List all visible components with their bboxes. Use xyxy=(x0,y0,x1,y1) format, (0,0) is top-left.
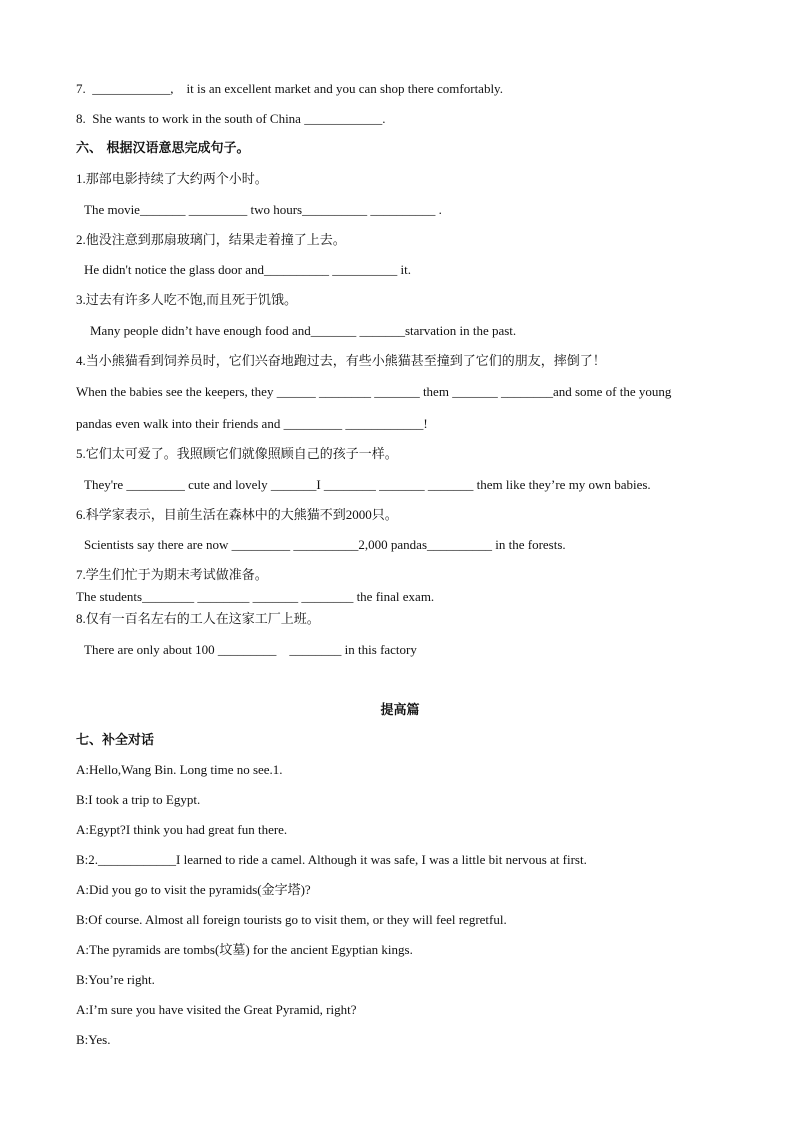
section-7-heading: 七、补全对话 xyxy=(76,733,155,748)
item-4-english-line-1: When the babies see the keepers, they ______ ________ _______ them _______ ________and some of the young xyxy=(76,384,672,399)
item-4-english-line-2: pandas even walk into their friends and _________ ____________! xyxy=(76,416,428,431)
advanced-section-title: 提高篇 xyxy=(380,703,420,718)
item-8-chinese: 8.仅有一百名左右的工人在这家工厂上班。 xyxy=(76,611,320,626)
section-6-heading: 六、 根据汉语意思完成句子。 xyxy=(76,141,250,156)
dialogue-line-3: A:Egypt?I think you had great fun there. xyxy=(76,822,288,837)
item-1-english: The movie_______ _________ two hours__________ __________ . xyxy=(84,202,442,217)
dialogue-line-7: A:The pyramids are tombs(坟墓) for the ancient Egyptian kings. xyxy=(76,942,413,957)
item-8-english: There are only about 100 _________ ________ in this factory xyxy=(84,642,417,657)
dialogue-line-4: B:2.____________I learned to ride a camel. Although it was safe, I was a little bit nervous at first. xyxy=(76,852,587,867)
item-3-english: Many people didn’t have enough food and_______ _______starvation in the past. xyxy=(90,323,517,338)
item-3-chinese: 3.过去有许多人吃不饱,而且死于饥饿。 xyxy=(76,292,298,307)
dialogue-line-2: B:I took a trip to Egypt. xyxy=(76,792,201,807)
item-5-chinese: 5.它们太可爱了。我照顾它们就像照顾自己的孩子一样。 xyxy=(76,446,398,461)
question-7-line: 7. ____________, it is an excellent market and you can shop there comfortably. xyxy=(76,81,503,96)
item-1-chinese: 1.那部电影持续了大约两个小时。 xyxy=(76,171,268,186)
dialogue-line-9: A:I’m sure you have visited the Great Pyramid, right? xyxy=(76,1002,357,1017)
item-5-english: They're _________ cute and lovely _______I ________ _______ _______ them like they’re my own babies. xyxy=(84,477,651,492)
dialogue-line-1: A:Hello,Wang Bin. Long time no see.1. xyxy=(76,762,283,777)
dialogue-line-6: B:Of course. Almost all foreign tourists go to visit them, or they will feel regretful. xyxy=(76,912,507,927)
item-7-english: The students________ ________ _______ ________ the final exam. xyxy=(76,589,435,604)
item-2-chinese: 2.他没注意到那扇玻璃门，结果走着撞了上去。 xyxy=(76,232,346,247)
item-6-chinese: 6.科学家表示，目前生活在森林中的大熊猫不到2000只。 xyxy=(76,507,398,522)
item-4-chinese: 4.当小熊猫看到饲养员时，它们兴奋地跑过去，有些小熊猫甚至撞到了它们的朋友，摔倒了！ xyxy=(76,353,606,368)
question-8-line: 8. She wants to work in the south of China ____________. xyxy=(76,111,386,126)
item-7-chinese: 7.学生们忙于为期末考试做准备。 xyxy=(76,567,268,582)
item-2-english: He didn't notice the glass door and__________ __________ it. xyxy=(84,262,411,277)
item-6-english: Scientists say there are now _________ __________2,000 pandas__________ in the forests. xyxy=(84,537,566,552)
dialogue-line-10: B:Yes. xyxy=(76,1032,111,1047)
dialogue-line-8: B:You’re right. xyxy=(76,972,155,987)
dialogue-line-5: A:Did you go to visit the pyramids(金字塔)? xyxy=(76,882,311,897)
